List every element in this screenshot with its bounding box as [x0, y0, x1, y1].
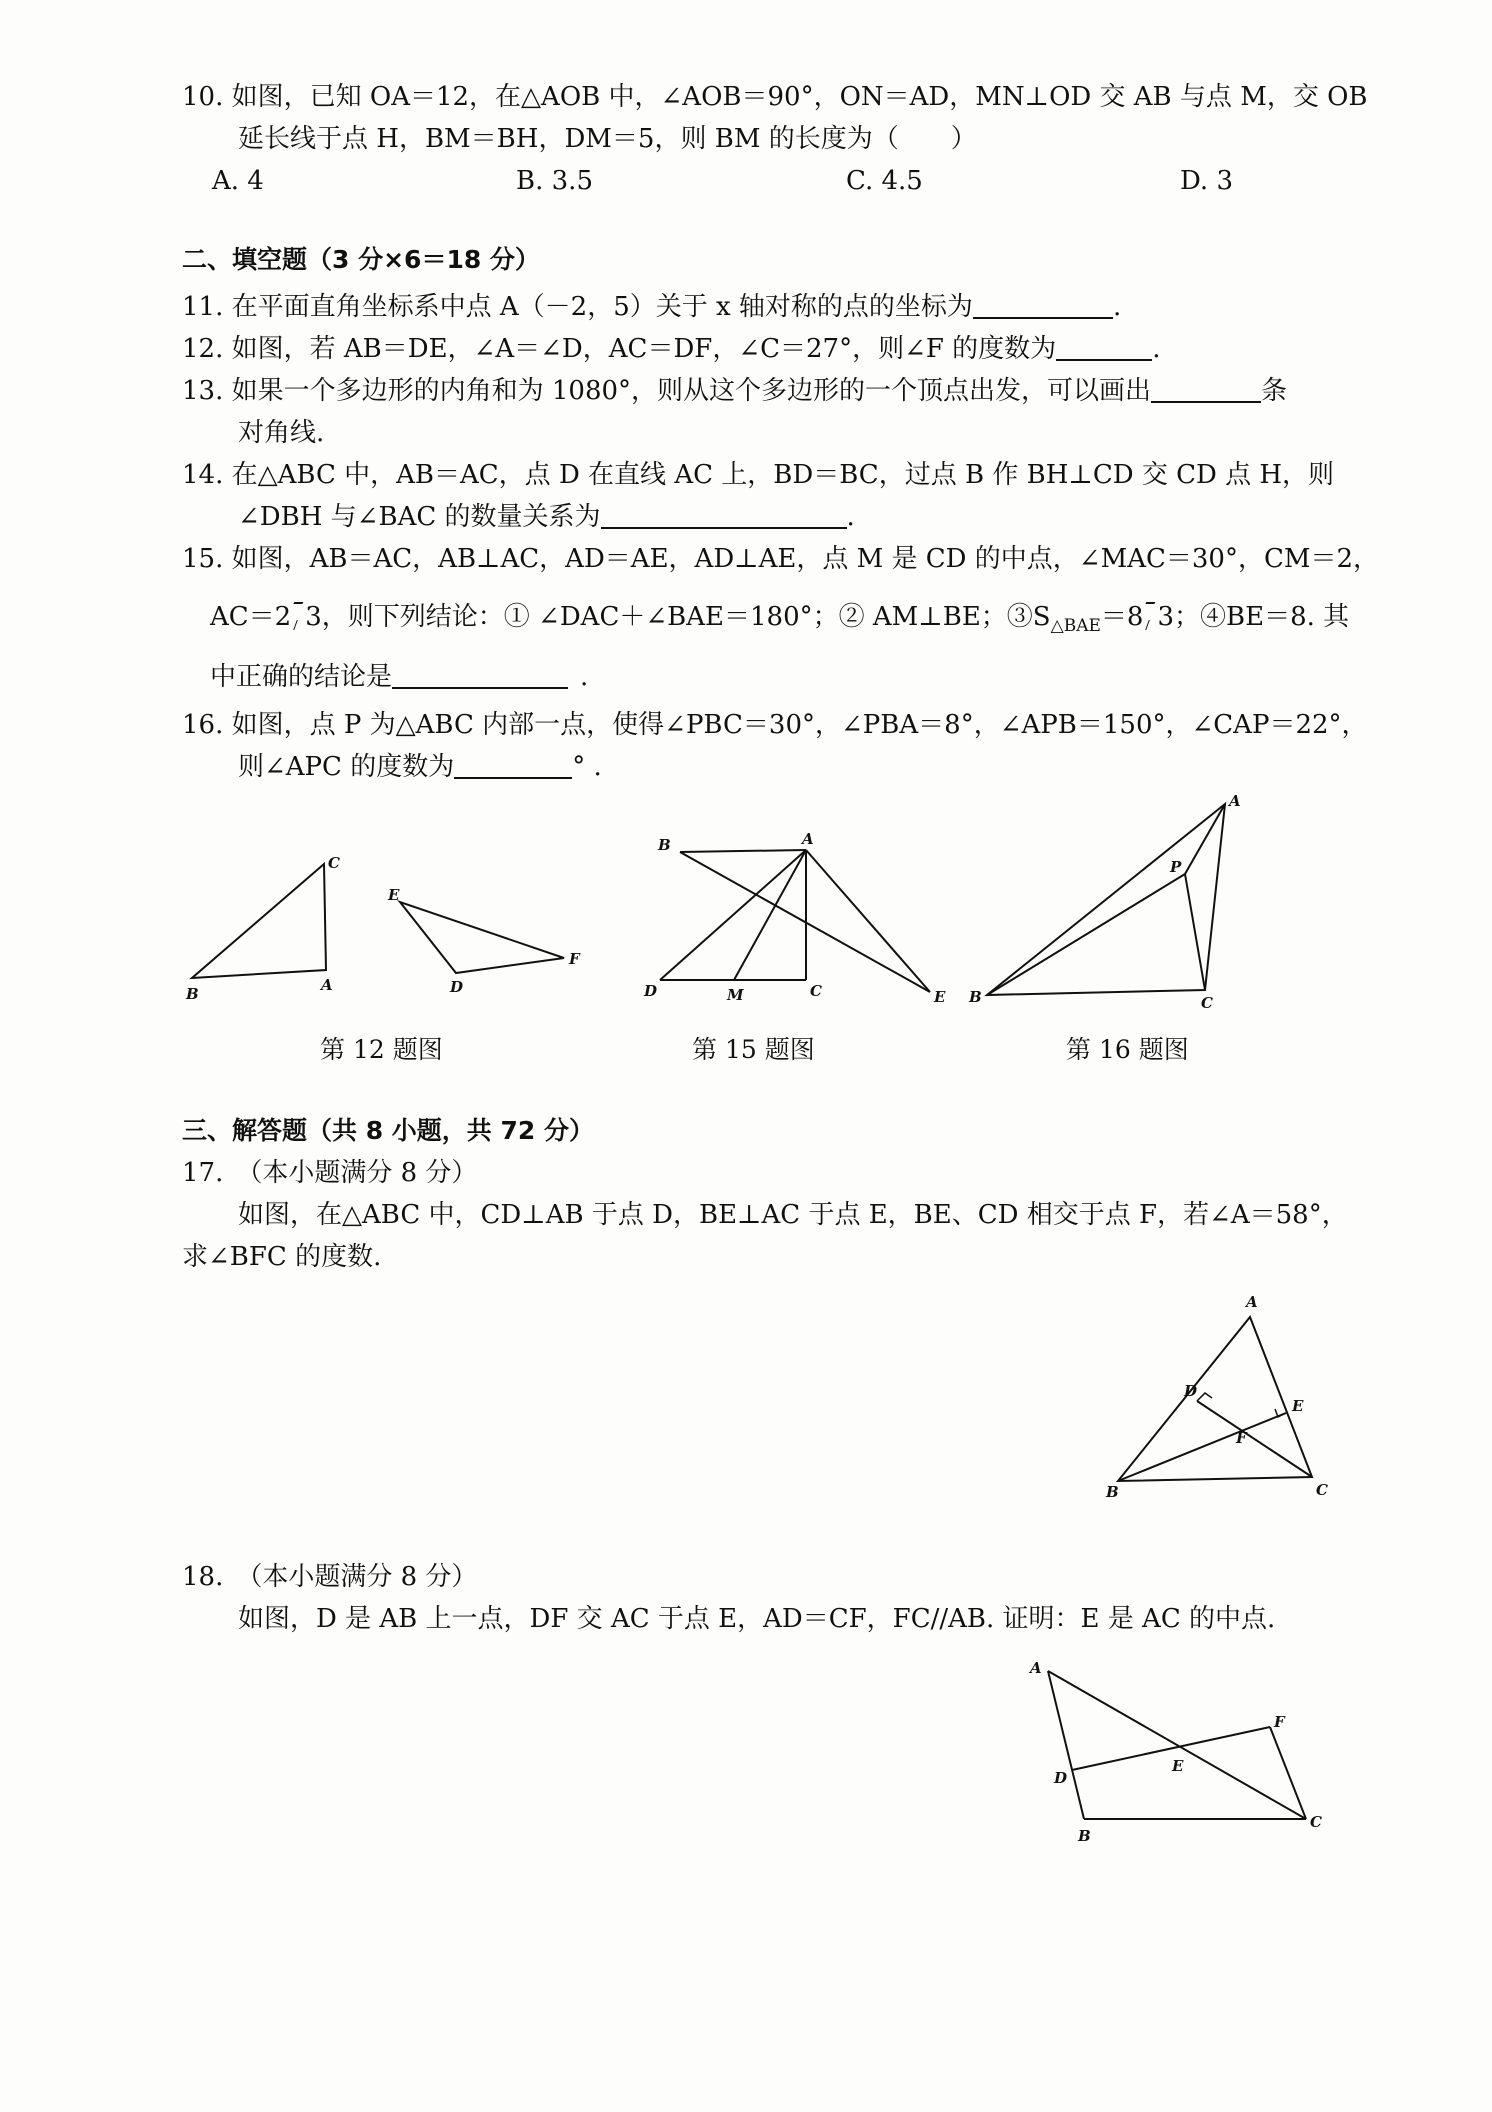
q15-subscript: △BAE [1050, 616, 1101, 637]
q17-line2: 求∠BFC 的度数. [182, 1242, 382, 1272]
fig18-seg-df [1072, 1727, 1270, 1770]
q14-line1: 14. 在△ABC 中，AB＝AC，点 D 在直线 AC 上，BD＝BC，过点 B 作 BH⊥CD 交 CD 点 H，则 [182, 460, 1335, 490]
fig12-label-a: A [321, 976, 333, 994]
q11 [182, 290, 1121, 324]
q16-answer-blank[interactable] [454, 753, 572, 779]
q10-option-d: D. 3 [1180, 166, 1233, 196]
fig15-label-a: A [802, 830, 814, 848]
fig15-seg-ba [680, 850, 806, 852]
fig17-label-e: E [1292, 1397, 1304, 1415]
q13-text: 13. 如果一个多边形的内角和为 1080°，则从这个多边形的一个顶点出发，可以画出 [182, 376, 1152, 406]
q14-line2 [238, 500, 855, 534]
fig18-label-e: E [1172, 1757, 1184, 1775]
q15-tail: ；④BE＝8. 其 [1173, 602, 1350, 632]
fig18-label-d: D [1054, 1769, 1068, 1787]
fig17-label-b: B [1106, 1483, 1119, 1501]
q15-line2 [210, 600, 1349, 643]
q10-option-b: B. 3.5 [516, 166, 593, 196]
fig16-label-a: A [1229, 792, 1241, 810]
q11-text: 11. 在平面直角坐标系中点 A（－2，5）关于 x 轴对称的点的坐标为 [182, 292, 973, 322]
fig15-label-c: C [810, 982, 822, 1000]
fig17-label-f: F [1236, 1429, 1247, 1447]
q10-option-c: C. 4.5 [846, 166, 923, 196]
q10-option-a: A. 4 [212, 166, 264, 196]
section-2-title: 二、填空题（3 分×6＝18 分） [182, 245, 540, 274]
q15-conclusions: ，则下列结论：① ∠DAC＋∠BAE＝180°；② AM⊥BE；③S [321, 602, 1051, 632]
q12 [182, 332, 1160, 366]
fig18-seg-ac [1048, 1671, 1306, 1819]
fig12-label-c: C [328, 854, 340, 872]
fig17-right-angle-d [1197, 1393, 1212, 1401]
fig17-triangle-abc [1118, 1317, 1312, 1481]
q15-prompt: 中正确的结论是 [210, 662, 393, 692]
fig18-label-f: F [1274, 1713, 1285, 1731]
q12-text: 12. 如图，若 AB＝DE，∠A＝∠D，AC＝DF，∠C＝27°，则∠F 的度数为 [182, 334, 1057, 364]
fig15-seg-am [734, 850, 806, 980]
fig12-label-b: B [186, 985, 199, 1003]
figure-16 [965, 792, 1265, 1012]
q13-line2: 对角线. [238, 418, 325, 448]
figure-12 [180, 850, 600, 1010]
fig15-label-e: E [934, 988, 946, 1006]
section-3-title: 三、解答题（共 8 小题，共 72 分） [182, 1116, 595, 1145]
q15-line3 [210, 660, 588, 694]
q15-end: . [580, 662, 589, 692]
fig12-label-d: D [450, 978, 464, 996]
q13-tail: 条 [1261, 376, 1288, 406]
fig15-caption: 第 15 题图 [692, 1035, 815, 1064]
fig12-label-e: E [388, 886, 400, 904]
q13-line1 [182, 374, 1287, 408]
fig15-label-d: D [644, 982, 658, 1000]
fig18-label-a: A [1030, 1659, 1042, 1677]
sqrt-symbol [1143, 600, 1174, 634]
fig17-seg-be [1118, 1413, 1286, 1481]
triangle-def [400, 902, 564, 973]
q16-text: 则∠APC 的度数为 [238, 752, 455, 782]
q15-area-eq: ＝8 [1100, 602, 1144, 632]
q15-ac-text: AC＝2 [210, 602, 292, 632]
fig16-label-c: C [1201, 994, 1213, 1012]
fig16-seg-pc [1185, 874, 1205, 990]
figure-15 [640, 830, 970, 1020]
q10-line1: 10. 如图，已知 OA＝12，在△AOB 中，∠AOB＝90°，ON＝AD，MN⊥OD 交 AB 与点 M，交 OB [182, 82, 1368, 112]
fig16-label-b: B [969, 988, 982, 1006]
q10-line2: 延长线于点 H，BM＝BH，DM＝5，则 BM 的长度为（ ） [238, 124, 977, 154]
q18-line1: 如图，D 是 AB 上一点，DF 交 AC 于点 E，AD＝CF，FC//AB. 证明：E 是 AC 的中点. [238, 1604, 1276, 1634]
fig15-label-m: M [727, 986, 744, 1004]
fig17-label-c: C [1316, 1481, 1328, 1499]
q11-answer-blank[interactable] [973, 293, 1113, 319]
fig18-label-c: C [1310, 1813, 1322, 1831]
fig16-seg-bp [987, 874, 1185, 995]
q17-line1: 如图，在△ABC 中，CD⊥AB 于点 D，BE⊥AC 于点 E，BE、CD 相交于点 F，若∠A＝58°， [238, 1200, 1348, 1230]
figure-17 [1100, 1285, 1350, 1505]
triangle-abc [192, 864, 326, 978]
sqrt-symbol [291, 600, 322, 634]
fig12-caption: 第 12 题图 [320, 1035, 443, 1064]
figure-18 [1020, 1655, 1340, 1855]
q14-answer-blank[interactable] [601, 503, 847, 529]
q17-header: 17. （本小题满分 8 分） [182, 1158, 478, 1188]
q16-line1: 16. 如图，点 P 为△ABC 内部一点，使得∠PBC＝30°，∠PBA＝8°，∠APB＝150°，∠CAP＝22°， [182, 710, 1368, 740]
q14-text: ∠DBH 与∠BAC 的数量关系为 [238, 502, 601, 532]
q15-line1: 15. 如图，AB＝AC，AB⊥AC，AD＝AE，AD⊥AE，点 M 是 CD 的中点，∠MAC＝30°，CM＝2， [182, 544, 1380, 574]
q16-line2 [238, 750, 602, 784]
q15-radical-2: 3 [1157, 602, 1174, 632]
fig16-caption: 第 16 题图 [1066, 1035, 1189, 1064]
q12-end: . [1152, 334, 1161, 364]
fig15-seg-ad [660, 850, 806, 980]
fig16-label-p: P [1170, 858, 1182, 876]
q15-answer-blank[interactable] [392, 663, 568, 689]
fig18-label-b: B [1078, 1827, 1091, 1845]
q15-radical-1: 3 [305, 602, 322, 632]
fig12-label-f: F [569, 950, 580, 968]
q16-end: ° . [572, 752, 602, 782]
q14-end: . [846, 502, 855, 532]
fig18-seg-ab [1048, 1671, 1084, 1819]
q18-header: 18. （本小题满分 8 分） [182, 1562, 478, 1592]
q11-end: . [1112, 292, 1122, 322]
q13-answer-blank[interactable] [1151, 377, 1261, 403]
q12-answer-blank[interactable] [1056, 335, 1152, 361]
fig17-label-d: D [1184, 1382, 1198, 1400]
fig15-seg-ae [806, 850, 930, 992]
fig17-label-a: A [1246, 1293, 1258, 1311]
fig15-label-b: B [658, 836, 671, 854]
fig18-seg-fc [1270, 1727, 1306, 1819]
